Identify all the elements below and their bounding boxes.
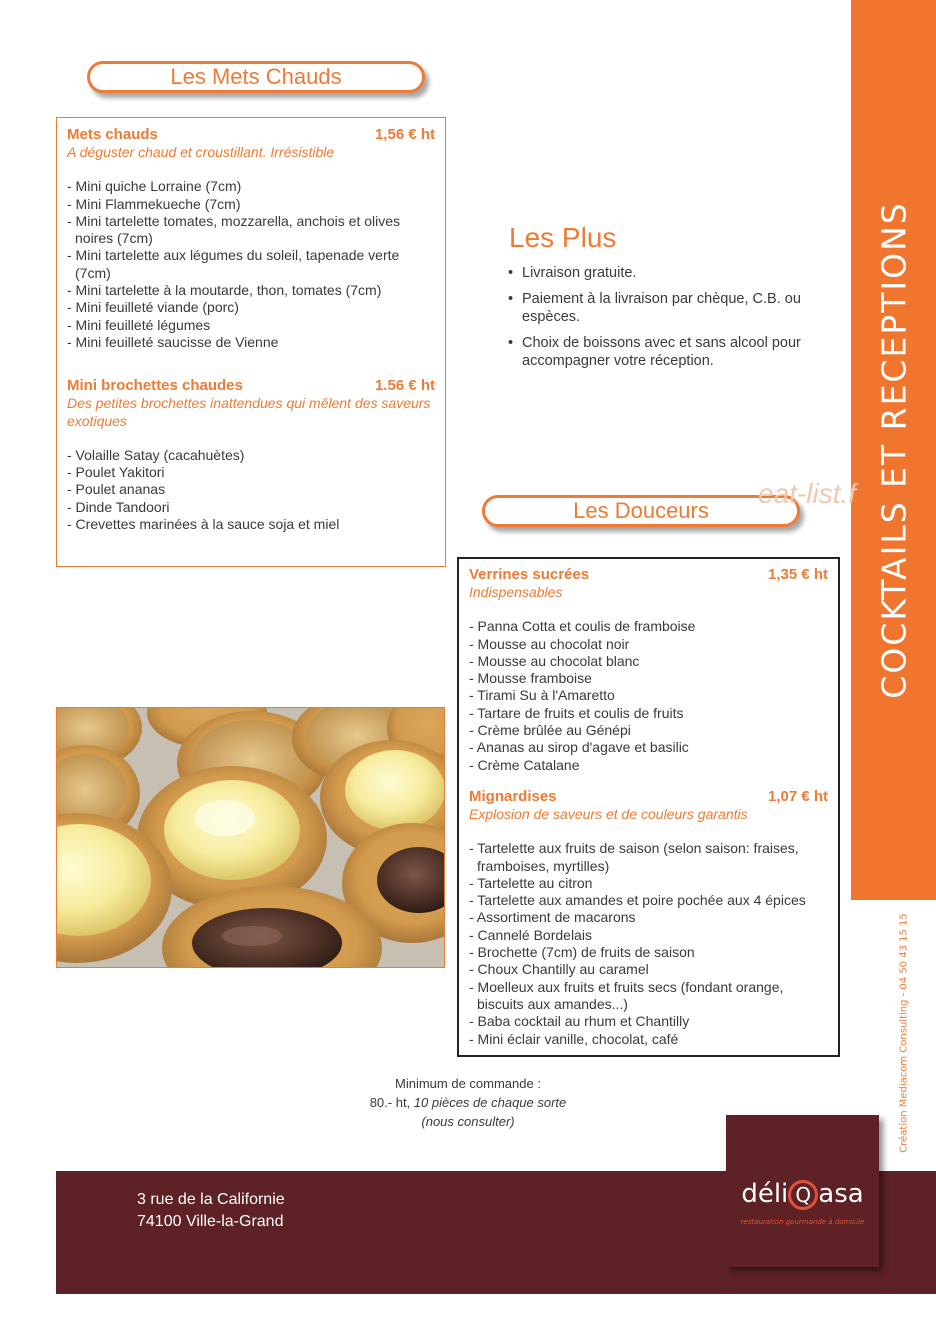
list-item: - Mousse au chocolat blanc — [469, 652, 640, 669]
list-item: - Moelleux aux fruits et fruits secs (fondant orange, biscuits aux amandes...) — [469, 978, 784, 1012]
list-item: - Mini Flammekueche (7cm) — [67, 195, 241, 212]
item-list — [469, 840, 828, 1048]
section-price: 1,35 € ht — [767, 566, 828, 583]
list-item: - Assortiment de macarons — [469, 909, 636, 926]
sweet-heading — [482, 495, 800, 527]
list-item: - Tartelette aux amandes et poire pochée aux 4 épices — [469, 892, 806, 909]
list-item: - Tartelette aux fruits de saison (selon saison: fraises, framboises, myrtilles) — [469, 840, 799, 874]
address — [137, 1189, 285, 1233]
sweet-menu-box — [457, 557, 840, 1057]
hot-heading-label: Les Mets Chauds — [170, 64, 342, 89]
plus-title: Les Plus — [509, 222, 617, 253]
minimum-amount: 80.- ht, — [369, 1095, 414, 1110]
list-item: - Baba cocktail au rhum et Chantilly — [469, 1013, 690, 1030]
section-subtitle: Explosion de saveurs et de couleurs garantis — [469, 805, 748, 822]
plus-list — [508, 264, 828, 378]
list-item: - Tartelette au citron — [469, 874, 593, 891]
plus-item: • Paiement à la livraison par chèque, C.B. ou espèces. — [508, 290, 828, 326]
item-list — [67, 447, 435, 533]
section-header — [469, 788, 828, 806]
list-item: - Cannelé Bordelais — [469, 926, 592, 943]
list-item: - Poulet ananas — [67, 481, 166, 498]
section-title: Mignardises — [469, 787, 557, 805]
list-item: - Crevettes marinées à la sauce soja et miel — [67, 516, 340, 533]
list-item: - Tartare de fruits et coulis de fruits — [469, 704, 684, 721]
section-subtitle: A déguster chaud et croustillant. Irrésistible — [67, 144, 335, 160]
section-price: 1,56 € ht — [374, 126, 435, 143]
side-band — [851, 0, 936, 900]
watermark: eat-list.f — [758, 478, 857, 509]
minimum-line3: (nous consulter) — [421, 1114, 515, 1129]
minimum-line1: Minimum de commande : — [395, 1076, 541, 1091]
section-title: Verrines sucrées — [469, 566, 590, 583]
address-street: 3 rue de la Californie — [137, 1191, 285, 1208]
sweet-heading-label: Les Douceurs — [573, 498, 709, 523]
list-item: - Mini éclair vanille, chocolat, café — [469, 1030, 679, 1047]
list-item: - Volaille Satay (cacahuètes) — [67, 446, 245, 463]
list-item: - Poulet Yakitori — [67, 464, 165, 481]
list-item: - Tirami Su à l'Amaretto — [469, 687, 615, 704]
list-item: - Mini feuilleté saucisse de Vienne — [67, 333, 279, 350]
section-price: 1.56 € ht — [374, 377, 435, 395]
list-item: - Mini tartelette à la moutarde, thon, tomates (7cm) — [67, 282, 382, 299]
address-city: 74100 Ville-la-Grand — [137, 1213, 284, 1230]
list-item: - Crème Catalane — [469, 756, 580, 773]
item-list — [469, 618, 828, 774]
list-item: - Brochette (7cm) de fruits de saison — [469, 944, 695, 961]
hot-menu-box — [56, 117, 446, 567]
list-item: - Mousse au chocolat noir — [469, 635, 630, 652]
list-item: - Mini tartelette aux légumes du soleil, tapenade verte (7cm) — [67, 247, 400, 281]
section-header — [67, 377, 435, 395]
minimum-line2 — [330, 1093, 606, 1112]
list-item: - Dinde Tandoori — [67, 498, 170, 515]
credit-text: Création Mediacom Consulting - 04 50 43 15 15 — [898, 913, 910, 1153]
side-band-title: COCKTAILS ET RECEPTIONS — [874, 201, 913, 699]
list-item: - Crème brûlée au Génépi — [469, 722, 631, 739]
section-price: 1,07 € ht — [767, 787, 828, 805]
list-item: - Mini feuilleté viande (porc) — [67, 299, 239, 316]
list-item: - Mini tartelette tomates, mozzarella, anchois et olives noires (7cm) — [67, 212, 401, 247]
hot-heading — [87, 61, 425, 93]
logo-wordmark: déli Q asa — [741, 1179, 864, 1209]
minimum-pieces: 10 pièces de chaque sorte — [413, 1095, 567, 1110]
list-item: - Ananas au sirop d'agave et basilic — [469, 739, 689, 756]
list-item: - Mini feuilleté légumes — [67, 316, 211, 333]
logo-tagline: restauration gourmande à domicile — [740, 1218, 865, 1226]
list-item: - Choux Chantilly au caramel — [469, 961, 649, 978]
plus-item: • Livraison gratuite. — [508, 264, 828, 282]
list-item: - Mousse framboise — [469, 670, 592, 687]
section-header — [67, 126, 435, 144]
tartlets-illustration — [57, 708, 445, 968]
logo-q: Q — [788, 1180, 818, 1210]
section-subtitle: Indispensables — [469, 584, 563, 600]
section-header — [469, 566, 828, 584]
list-item: - Mini quiche Lorraine (7cm) — [67, 178, 242, 195]
logo — [726, 1115, 879, 1267]
plus-item: • Choix de boissons avec et sans alcool pour accompagner votre réception. — [508, 334, 828, 370]
section-title: Mets chauds — [67, 126, 158, 143]
minimum-order — [330, 1074, 606, 1131]
list-item: - Panna Cotta et coulis de framboise — [469, 618, 696, 635]
section-title: Mini brochettes chaudes — [67, 377, 243, 395]
tartlets-photo — [56, 707, 445, 968]
item-list — [67, 178, 435, 351]
section-subtitle: Des petites brochettes inattendues qui mêlent des saveurs exotiques — [67, 395, 431, 429]
